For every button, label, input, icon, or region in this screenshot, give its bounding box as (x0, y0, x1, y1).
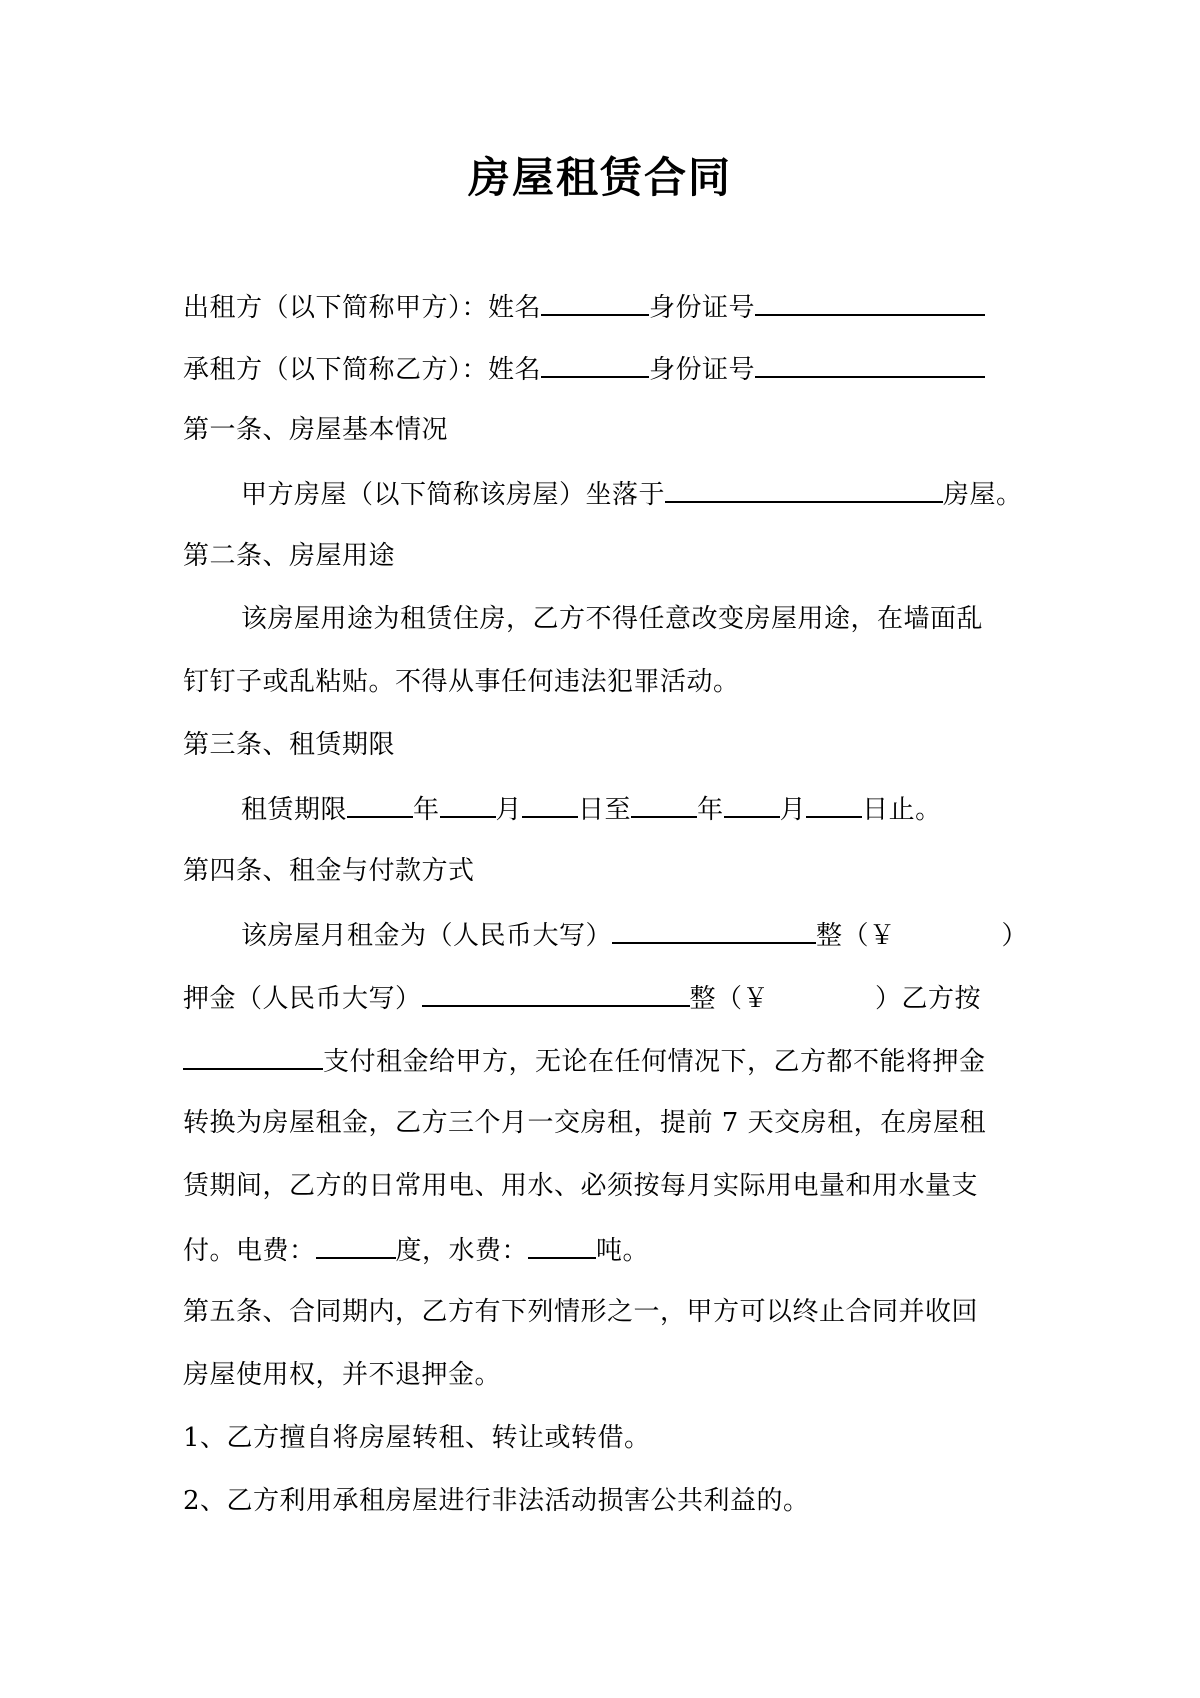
article-5-line-2: 房屋使用权，并不退押金。 (183, 1360, 502, 1390)
water-blank[interactable] (528, 1233, 596, 1259)
lessee-label: 承租方（以下简称乙方）：姓名 (183, 355, 542, 385)
monthly-rent-yuan-label: 整（￥ (816, 921, 896, 951)
article-5-item-2: 2、乙方利用承租房屋进行非法活动损害公共利益的。 (183, 1486, 810, 1516)
property-location-suffix: 房屋。 (943, 480, 1023, 510)
property-location-label: 甲方房屋（以下简称该房屋）坐落于 (241, 480, 666, 510)
deposit-close: ）乙方按 (875, 984, 982, 1014)
start-year-label: 年 (413, 795, 440, 825)
lessor-name-blank[interactable] (541, 290, 649, 316)
payment-method-line (183, 1044, 986, 1078)
deposit-yuan-label: 整（￥ (689, 984, 770, 1014)
start-year-blank[interactable] (347, 792, 413, 818)
article-1-heading: 第一条、房屋基本情况 (183, 415, 449, 445)
lease-term-line (241, 792, 942, 826)
payment-method-blank[interactable] (183, 1044, 323, 1070)
lessee-line (183, 352, 985, 386)
end-day-label: 日止。 (862, 795, 942, 825)
start-day-blank[interactable] (522, 792, 578, 818)
article-2-heading: 第二条、房屋用途 (183, 541, 396, 571)
monthly-rent-label: 该房屋月租金为（人民币大写） (241, 921, 613, 951)
monthly-rent-line (241, 918, 1028, 952)
article-5-line-1: 第五条、合同期内，乙方有下列情形之一，甲方可以终止合同并收回 (183, 1297, 979, 1327)
start-month-blank[interactable] (440, 792, 496, 818)
electricity-blank[interactable] (316, 1233, 396, 1259)
property-location-blank[interactable] (665, 477, 943, 503)
utilities-line (183, 1233, 649, 1267)
lessee-id-label: 身份证号 (649, 355, 756, 385)
end-year-blank[interactable] (631, 792, 697, 818)
monthly-rent-words-blank[interactable] (612, 918, 816, 944)
lessee-name-blank[interactable] (541, 352, 649, 378)
electricity-label: 付。电费： (183, 1236, 316, 1266)
article-4-heading: 第四条、租金与付款方式 (183, 856, 475, 886)
payment-method-text: 支付租金给甲方，无论在任何情况下，乙方都不能将押金 (323, 1047, 986, 1077)
deposit-words-blank[interactable] (422, 981, 690, 1007)
lessor-id-label: 身份证号 (649, 293, 756, 323)
water-label: 度，水费： (395, 1236, 529, 1266)
lease-term-label: 租赁期限 (241, 795, 348, 825)
article-3-heading: 第三条、租赁期限 (183, 730, 396, 760)
lessor-label: 出租方（以下简称甲方）：姓名 (183, 293, 542, 323)
end-year-label: 年 (697, 795, 724, 825)
article-4-line-b: 转换为房屋租金，乙方三个月一交房租，提前 7 天交房租，在房屋租 (183, 1108, 987, 1138)
lessor-id-blank[interactable] (755, 290, 985, 316)
end-day-blank[interactable] (806, 792, 862, 818)
article-5-item-1: 1、乙方擅自将房屋转租、转让或转借。 (183, 1423, 651, 1453)
lessee-id-blank[interactable] (755, 352, 985, 378)
end-month-blank[interactable] (724, 792, 780, 818)
deposit-line (183, 981, 981, 1015)
deposit-label: 押金（人民币大写） (183, 984, 422, 1014)
article-2-line-1: 该房屋用途为租赁住房，乙方不得任意改变房屋用途，在墙面乱 (241, 604, 984, 634)
end-month-label: 月 (779, 795, 807, 825)
start-month-label: 月 (495, 795, 523, 825)
monthly-rent-close: ） (1001, 921, 1029, 951)
article-4-line-c: 赁期间，乙方的日常用电、用水、必须按每月实际用电量和用水量支 (183, 1171, 979, 1201)
article-1-text (241, 477, 1023, 511)
lessor-line (183, 290, 985, 324)
start-day-label: 日至 (578, 795, 632, 825)
document-title: 房屋租赁合同 (467, 153, 732, 202)
article-2-line-2: 钉钉子或乱粘贴。不得从事任何违法犯罪活动。 (183, 667, 740, 697)
water-unit-label: 吨。 (596, 1236, 650, 1266)
